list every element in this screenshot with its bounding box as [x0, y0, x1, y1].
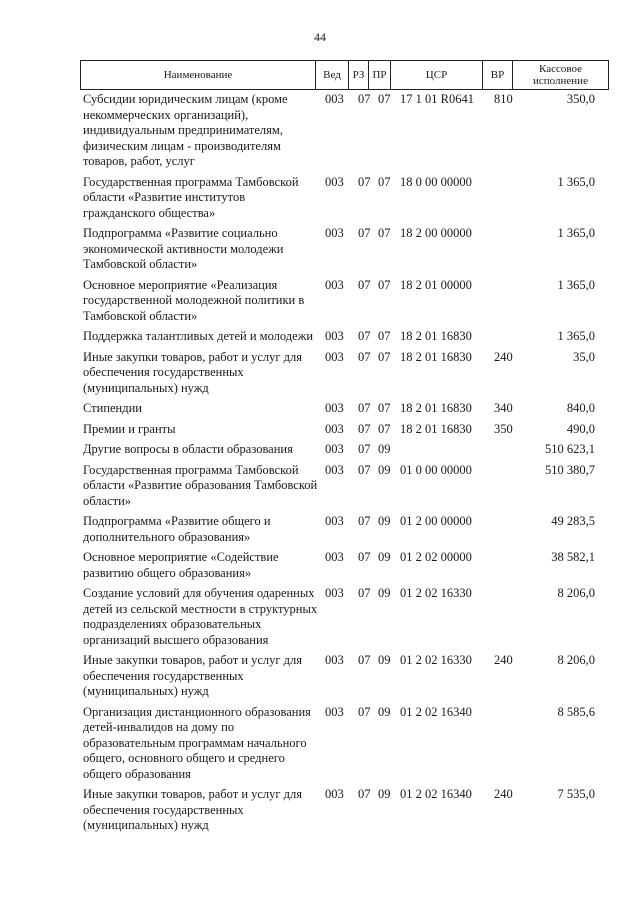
cell-pr: 09: [378, 462, 391, 477]
cell-sum: 1 365,0: [557, 277, 595, 292]
cell-name: Стипендии: [83, 401, 142, 415]
cell-sum: 7 535,0: [557, 787, 595, 801]
header-name: Наименование: [81, 61, 316, 89]
cell-pr: 09: [378, 442, 391, 456]
cell-sum: 35,0: [573, 349, 595, 364]
cell-sum: 840,0: [566, 401, 595, 415]
cell-vr: 810: [494, 92, 513, 106]
cell-rz: 07: [358, 277, 371, 292]
cell-name: Другие вопросы в области образования: [83, 442, 293, 456]
cell-pr: 07: [378, 92, 391, 106]
cell-pr: 07: [378, 329, 391, 343]
cell-ved: 003: [325, 174, 344, 189]
cell-name: Создание условий для обучения одаренных детей из сельской местности в структурных подразделениях образовательных организаций высшего образования: [83, 586, 318, 647]
cell-ved: 003: [325, 462, 344, 477]
cell-rz: 07: [358, 401, 371, 415]
cell-csr: 18 2 01 16830: [400, 421, 472, 436]
cell-vr: 240: [494, 653, 513, 667]
cell-ved: 003: [325, 442, 344, 456]
cell-csr: 18 2 01 16830: [400, 329, 472, 343]
cell-ved: 003: [325, 349, 344, 364]
cell-ved: 003: [325, 653, 344, 667]
cell-rz: 07: [358, 226, 371, 240]
table-row: [80, 705, 609, 783]
table-body: [80, 92, 609, 839]
cell-rz: 07: [358, 586, 371, 600]
table-row: [80, 350, 609, 397]
cell-pr: 07: [378, 401, 391, 415]
cell-rz: 07: [358, 349, 371, 364]
cell-sum: 510 380,7: [545, 462, 595, 477]
cell-name: Иные закупки товаров, работ и услуг для обеспечения государственных (муниципальных) нужд: [83, 349, 303, 395]
cell-pr: 09: [378, 550, 391, 564]
cell-name: Иные закупки товаров, работ и услуг для обеспечения государственных (муниципальных) нужд: [83, 653, 303, 698]
cell-rz: 07: [358, 653, 371, 667]
cell-rz: 07: [358, 462, 371, 477]
cell-rz: 07: [358, 787, 371, 801]
header-csr: ЦСР: [391, 61, 483, 89]
header-pr: ПР: [369, 61, 391, 89]
cell-csr: 01 2 02 16330: [400, 586, 472, 600]
cell-name: Подпрограмма «Развитие общего и дополнительного образования»: [83, 514, 271, 544]
table-row: [80, 586, 609, 648]
cell-pr: 09: [378, 514, 391, 528]
page-number: 44: [314, 30, 326, 44]
cell-ved: 003: [325, 787, 344, 801]
table-row: [80, 550, 609, 581]
table-row: [80, 401, 609, 417]
table-row: [80, 442, 609, 458]
cell-rz: 07: [358, 329, 371, 343]
cell-rz: 07: [358, 174, 371, 189]
cell-sum: 8 206,0: [557, 586, 595, 600]
cell-name: Субсидии юридическим лицам (кроме некоммерческих организаций), индивидуальным предпринимателям, физическим лицам - производителям товаров, работ, услуг: [83, 92, 288, 168]
header-ved: Вед: [316, 61, 349, 89]
cell-name: Поддержка талантливых детей и молодежи: [83, 329, 314, 343]
cell-csr: 01 2 02 16330: [400, 653, 472, 667]
cell-ved: 003: [325, 586, 344, 600]
cell-rz: 07: [358, 442, 371, 456]
table-row: [80, 329, 609, 345]
table-row: [80, 653, 609, 700]
cell-sum: 1 365,0: [557, 226, 595, 240]
cell-ved: 003: [325, 226, 344, 240]
table-row: [80, 463, 609, 510]
cell-csr: 18 0 00 00000: [400, 174, 472, 189]
cell-csr: 01 2 02 16340: [400, 787, 472, 801]
cell-rz: 07: [358, 92, 371, 106]
cell-ved: 003: [325, 514, 344, 528]
cell-sum: 490,0: [566, 421, 595, 436]
cell-pr: 09: [378, 787, 391, 801]
cell-csr: 18 2 01 00000: [400, 277, 472, 292]
table-row: [80, 92, 609, 170]
cell-csr: 17 1 01 R0641: [400, 92, 474, 106]
cell-ved: 003: [325, 550, 344, 564]
cell-ved: 003: [325, 277, 344, 292]
cell-name: Государственная программа Тамбовской области «Развитие институтов гражданского общества»: [83, 174, 299, 220]
cell-pr: 07: [378, 421, 391, 436]
header-vr: ВР: [483, 61, 513, 89]
cell-csr: 01 2 00 00000: [400, 514, 472, 528]
cell-ved: 003: [325, 704, 344, 719]
cell-csr: 18 2 01 16830: [400, 349, 472, 364]
cell-sum: 8 206,0: [557, 653, 595, 667]
cell-sum: 8 585,6: [557, 704, 595, 719]
table-row: [80, 175, 609, 222]
header-rz: РЗ: [349, 61, 369, 89]
cell-sum: 510 623,1: [545, 442, 595, 456]
cell-pr: 07: [378, 174, 391, 189]
cell-csr: 01 2 02 16340: [400, 704, 472, 719]
cell-pr: 09: [378, 704, 391, 719]
cell-pr: 07: [378, 226, 391, 240]
cell-vr: 350: [494, 421, 513, 436]
cell-pr: 09: [378, 586, 391, 600]
cell-sum: 1 365,0: [557, 329, 595, 343]
cell-ved: 003: [325, 421, 344, 436]
cell-vr: 240: [494, 787, 513, 801]
cell-name: Премии и гранты: [83, 421, 176, 436]
cell-rz: 07: [358, 550, 371, 564]
cell-pr: 07: [378, 277, 391, 292]
table-row: [80, 787, 609, 834]
cell-name: Основное мероприятие «Реализация государственной молодежной политики в Тамбовской области»: [83, 277, 305, 323]
cell-name: Основное мероприятие «Содействие развитию общего образования»: [83, 550, 279, 580]
cell-pr: 09: [378, 653, 391, 667]
cell-ved: 003: [325, 329, 344, 343]
cell-rz: 07: [358, 514, 371, 528]
cell-sum: 49 283,5: [551, 514, 595, 528]
cell-rz: 07: [358, 421, 371, 436]
cell-csr: 01 2 02 00000: [400, 550, 472, 564]
cell-rz: 07: [358, 704, 371, 719]
cell-ved: 003: [325, 92, 344, 106]
cell-ved: 003: [325, 401, 344, 415]
table-row: [80, 422, 609, 438]
cell-vr: 340: [494, 401, 513, 415]
table-row: [80, 226, 609, 273]
cell-name: Государственная программа Тамбовской области «Развитие образования Тамбовской области»: [83, 462, 318, 508]
cell-name: Организация дистанционного образования детей-инвалидов на дому по образовательным программам начального общего, основного общего и среднего общего образования: [83, 704, 311, 781]
cell-csr: 18 2 00 00000: [400, 226, 472, 240]
cell-pr: 07: [378, 349, 391, 364]
cell-sum: 38 582,1: [551, 550, 595, 564]
cell-name: Иные закупки товаров, работ и услуг для обеспечения государственных (муниципальных) нужд: [83, 787, 303, 832]
header-sum: Кассовое исполнение: [533, 63, 588, 87]
table-header: [80, 60, 609, 90]
table-row: [80, 514, 609, 545]
cell-name: Подпрограмма «Развитие социально экономической активности молодежи Тамбовской области»: [83, 226, 284, 271]
table-row: [80, 278, 609, 325]
cell-csr: 18 2 01 16830: [400, 401, 472, 415]
cell-vr: 240: [494, 349, 513, 364]
cell-sum: 350,0: [566, 92, 595, 106]
cell-csr: 01 0 00 00000: [400, 462, 472, 477]
cell-sum: 1 365,0: [557, 174, 595, 189]
